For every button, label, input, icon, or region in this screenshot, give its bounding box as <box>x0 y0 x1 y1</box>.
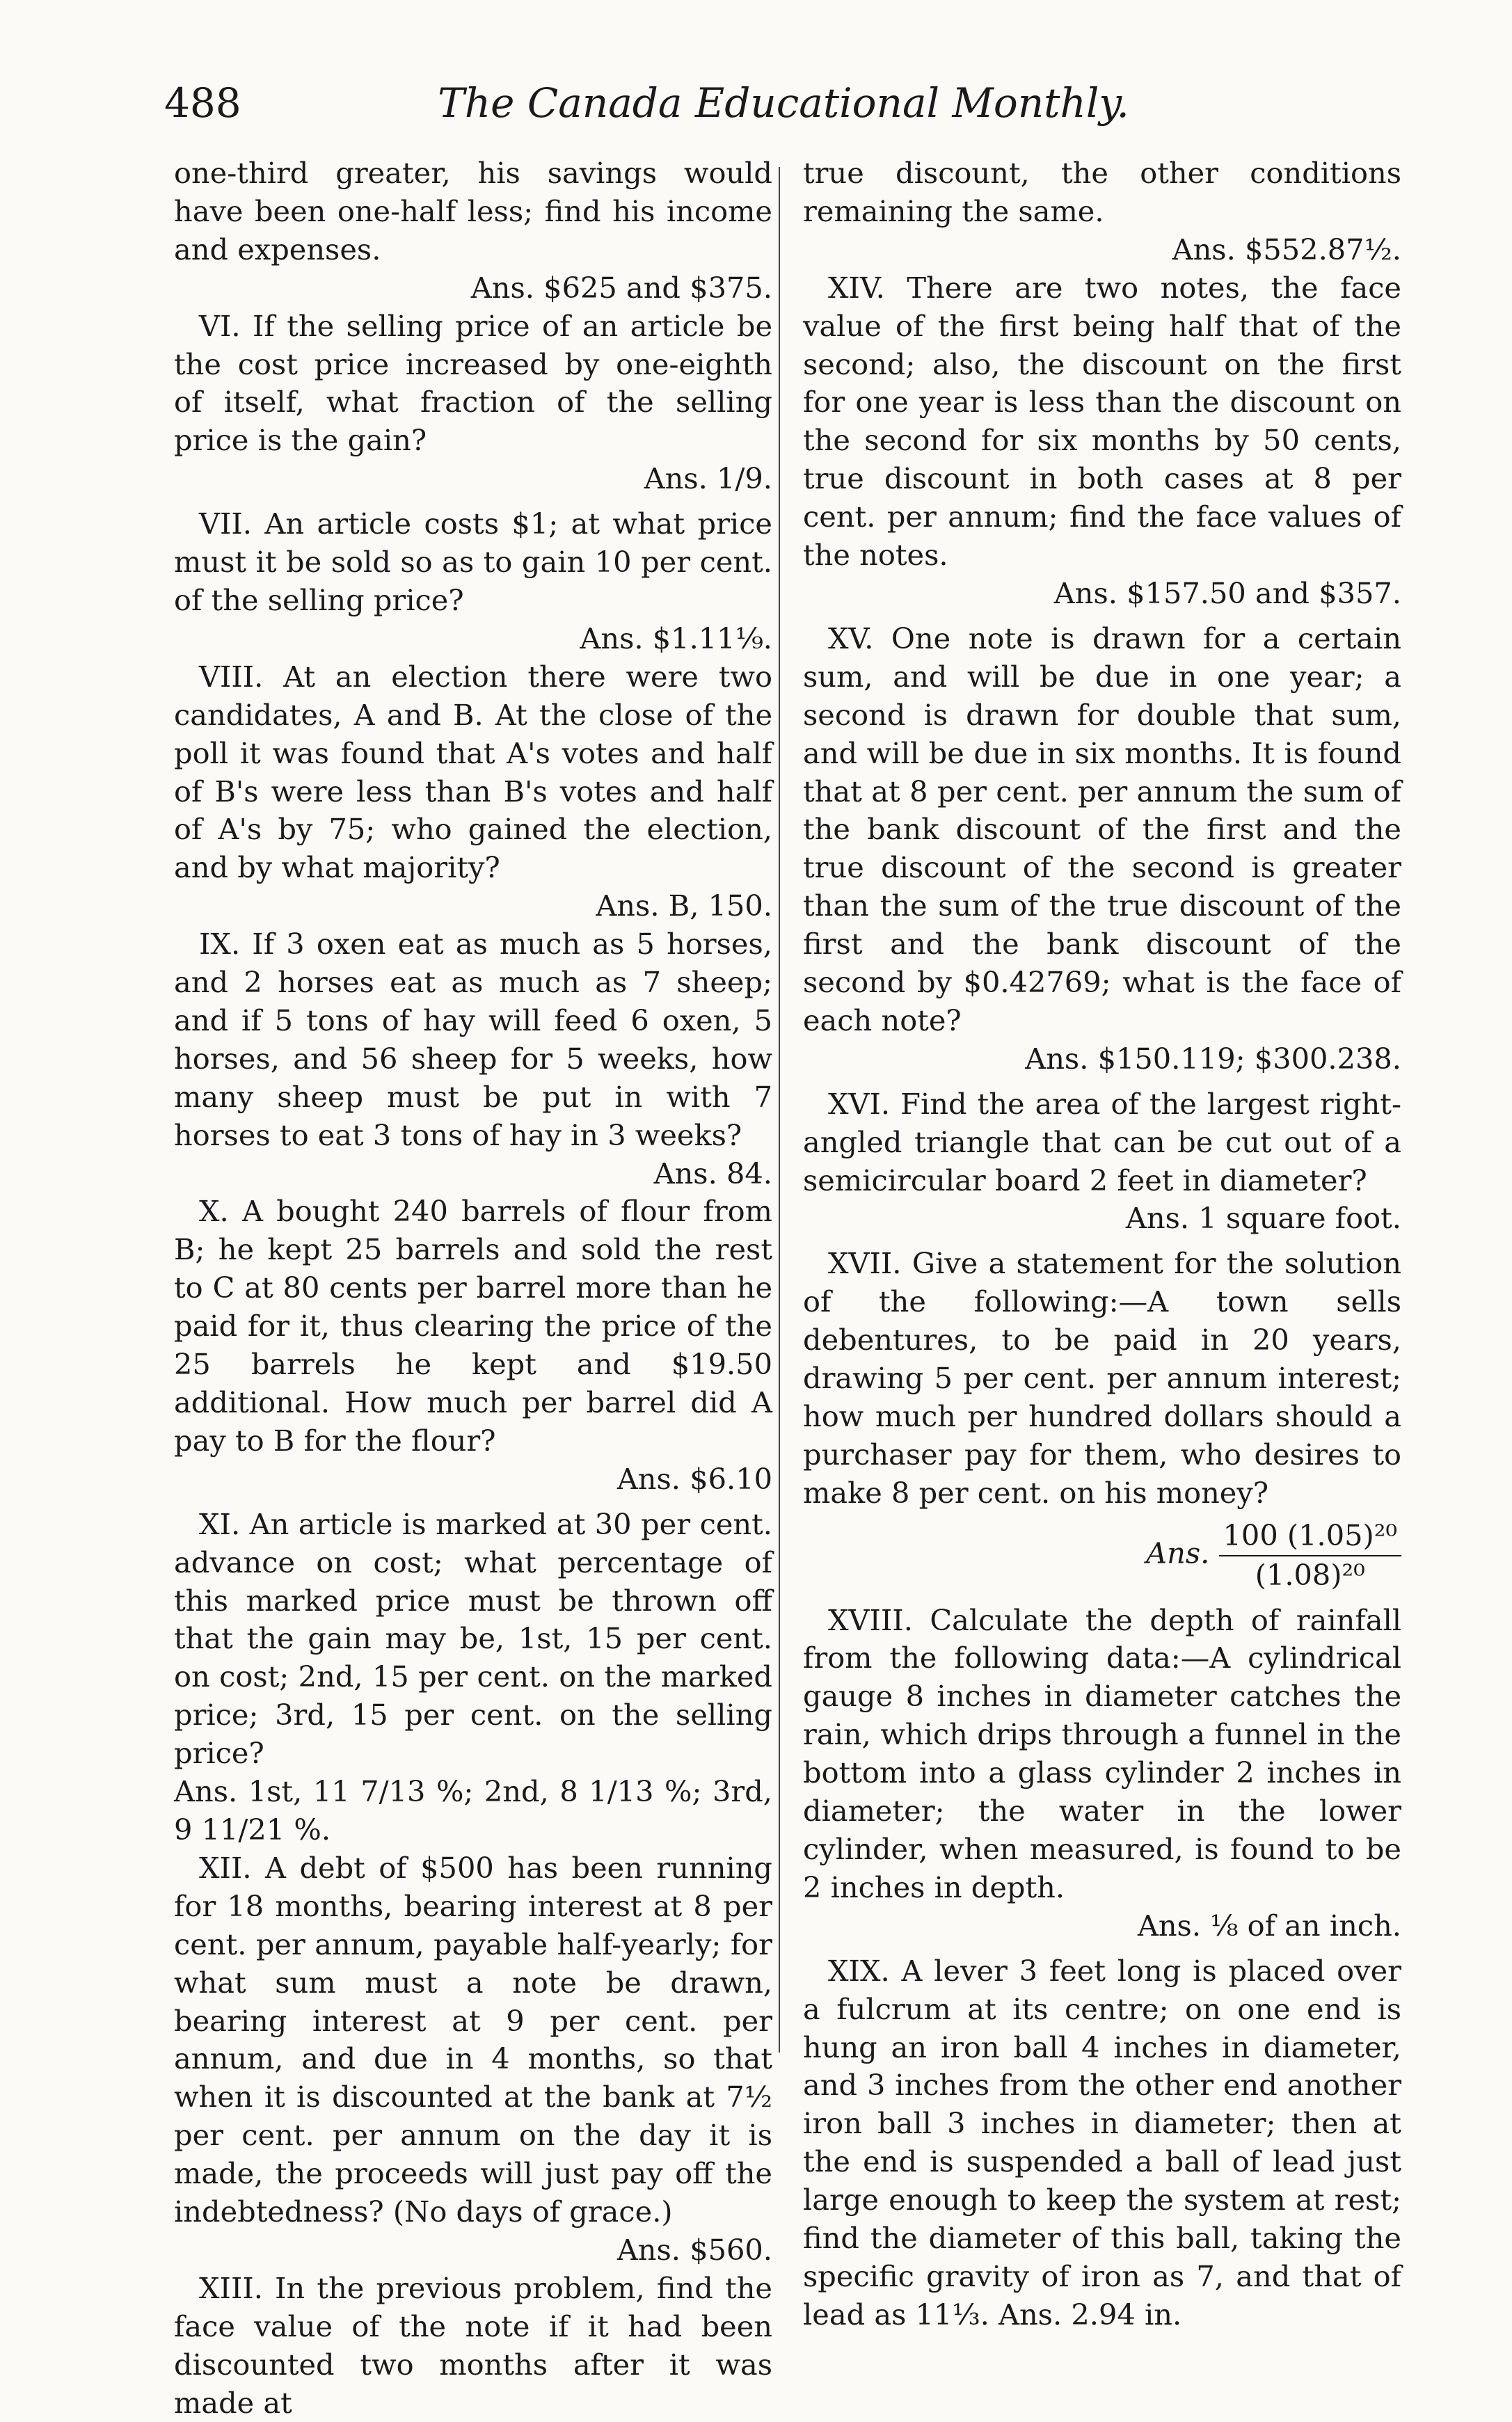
answer: Ans. $560. <box>616 2232 772 2267</box>
answer: Ans. $552.87½. <box>1172 232 1401 266</box>
problem-xv: XV. One note is drawn for a certain sum, and will be due in one year; a second is drawn for double that sum, and will be due in six months. It is found that at 8 per cent. per annum the sum of the bank discount of the first and the true discount of the second is greater than the sum of the true discount of the first and the bank discount of the second by $0.42769; what is the face of each note? <box>803 621 1401 1037</box>
problem-xii: XII. A debt of $500 has been running for 18 months, bearing interest at 8 per cent. per annum, payable half-yearly; for what sum must a note be drawn, bearing interest at 9 per cent. per annum, and due in 4 months, so that when it is discounted at the bank at 7½ per cent. per annum on the day it is made, the proceeds will just pay off the indebtedness? (No days of grace.) <box>174 1850 772 2229</box>
problem-xix: XIX. A lever 3 feet long is placed over a fulcrum at its centre; on one end is hung an iron ball 4 inches in diameter, and 3 inches from the other end another iron ball 3 inches in diameter; then at the end is suspended a ball of lead just large enough to keep the system at rest; find the diameter of this ball, taking the specific gravity of iron as 7, and that of lead as 11⅓. Ans. 2.94 in. <box>803 1953 1401 2332</box>
problem-xiv: XIV. There are two notes, the face value of the first being half that of the second; also, the discount on the first for one year is less than the discount on the second for six months by 50 cents, true discount in both cases at 8 per cent. per annum; find the face values of the notes. <box>803 270 1401 573</box>
fraction <box>1219 1517 1401 1595</box>
answer: Ans. 1/9. <box>644 461 772 496</box>
fraction-numerator: 100 (1.05)²⁰ <box>1219 1517 1401 1556</box>
answer: Ans. $150.119; $300.238. <box>1025 1041 1401 1076</box>
problem-xiii: XIII. In the previous problem, find the face value of the note if it had been discounted two months after it was made at <box>174 2270 772 2420</box>
problem-xvii: XVII. Give a statement for the solution of the following:—A town sells debentures, to be paid in 20 years, drawing 5 per cent. per annum interest; how much per hundred dollars should a purchaser pay for them, who desires to make 8 per cent. on his money? <box>803 1246 1401 1510</box>
column-divider <box>779 167 780 2053</box>
answer: Ans. $625 and $375. <box>470 270 772 305</box>
paragraph: one-third greater, his savings would have been one-half less; find his income and expenses. <box>174 156 772 266</box>
page-number: 488 <box>164 79 241 127</box>
answer: Ans. B, 150. <box>596 889 772 923</box>
answer-label: Ans. <box>1146 1536 1210 1570</box>
running-title: The Canada Educational Monthly. <box>438 79 1129 127</box>
problem-xvi: XVI. Find the area of the largest right-angled triangle that can be cut out of a semicircular board 2 feet in diameter? <box>803 1086 1401 1197</box>
page-header <box>164 75 1403 138</box>
problem-vii: VII. An article costs $1; at what price must it be sold so as to gain 10 per cent. of the selling price? <box>174 507 772 617</box>
answer: Ans. ⅛ of an inch. <box>1137 1908 1401 1943</box>
problem-viii: VIII. At an election there were two candidates, A and B. At the close of the poll it was found that A's votes and half of B's were less than B's votes and half of A's by 75; who gained the election, and by what majority? <box>174 659 772 885</box>
answer: Ans. 84. <box>653 1156 772 1190</box>
problem-vi: VI. If the selling price of an article be the cost price increased by one-eighth of itself, what fraction of the selling price is the gain? <box>174 308 772 458</box>
left-column <box>174 154 772 2422</box>
right-column <box>803 154 1401 2334</box>
fraction-denominator: (1.08)²⁰ <box>1255 1557 1365 1592</box>
answer: Ans. $1.11⅑. <box>580 621 772 655</box>
answer: Ans. 1 square foot. <box>1125 1201 1401 1236</box>
problem-xviii: XVIII. Calculate the depth of rainfall from the following data:—A cylindrical gauge 8 inches in diameter catches the rain, which drips through a funnel in the bottom into a glass cylinder 2 inches in diameter; the water in the lower cylinder, when measured, is found to be 2 inches in depth. <box>803 1602 1401 1904</box>
answer: Ans. $157.50 and $357. <box>1053 575 1401 610</box>
problem-xi: XI. An article is marked at 30 per cent. advance on cost; what percentage of this marked price must be thrown off that the gain may be, 1st, 15 per cent. on cost; 2nd, 15 per cent. on the marked price; 3rd, 15 per cent. on the selling price? <box>174 1506 772 1771</box>
paragraph: true discount, the other conditions remaining the same. <box>803 156 1401 228</box>
answer: Ans. 1st, 11 7/13 %; 2nd, 8 1/13 %; 3rd, 9 11/21 %. <box>174 1774 772 1847</box>
answer-formula <box>803 1517 1401 1595</box>
problem-x: X. A bought 240 barrels of flour from B; he kept 25 barrels and sold the rest to C at 80 cents per barrel more than he paid for it, thus clearing the price of the 25 barrels he kept and $19.50 additional. How much per barrel did A pay to B for the flour? <box>174 1194 772 1458</box>
problem-ix: IX. If 3 oxen eat as much as 5 horses, and 2 horses eat as much as 7 sheep; and if 5 tons of hay will feed 6 oxen, 5 horses, and 56 sheep for 5 weeks, how many sheep must be put in with 7 horses to eat 3 tons of hay in 3 weeks? <box>174 927 772 1152</box>
answer: Ans. $6.10 <box>616 1461 772 1496</box>
